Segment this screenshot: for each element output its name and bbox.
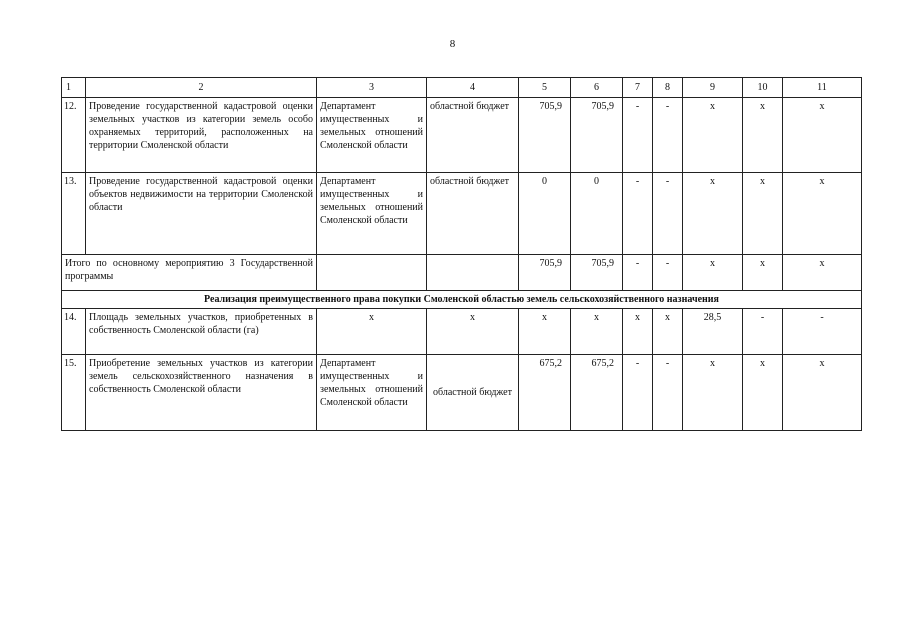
value-cell: x	[623, 309, 653, 355]
value-cell: x	[783, 173, 862, 255]
total-value: x	[743, 255, 783, 291]
value-cell: -	[743, 309, 783, 355]
row-number: 13.	[62, 173, 86, 255]
value-cell: x	[317, 309, 427, 355]
value-cell: 675,2	[519, 355, 571, 431]
empty-cell	[427, 255, 519, 291]
empty-cell	[317, 255, 427, 291]
funding-source-cell: областной бюджет	[427, 355, 519, 431]
value-cell: -	[623, 173, 653, 255]
total-value: x	[683, 255, 743, 291]
value-cell: 0	[571, 173, 623, 255]
value-cell: x	[653, 309, 683, 355]
activity-name: Приобретение земельных участков из категории земель сельскохозяйственного назначения в собственность Смоленской области	[86, 355, 317, 431]
value-cell: x	[519, 309, 571, 355]
column-number-row	[62, 78, 862, 98]
row-number: 12.	[62, 98, 86, 173]
header-cell: 9	[683, 78, 743, 98]
value-cell: x	[427, 309, 519, 355]
funding-source-cell: областной бюджет	[427, 98, 519, 173]
value-cell: 675,2	[571, 355, 623, 431]
value-cell: 0	[519, 173, 571, 255]
total-label: Итого по основному мероприятию 3 Государственной программы	[62, 255, 317, 291]
activity-name: Проведение государственной кадастровой оценки объектов недвижимости на территории Смоленской области	[86, 173, 317, 255]
value-cell: x	[683, 355, 743, 431]
activity-name: Проведение государственной кадастровой оценки земельных участков из категории земель особо охраняемых территорий, расположенных на территории Смоленской области	[86, 98, 317, 173]
table-row	[62, 355, 862, 431]
value-cell: -	[783, 309, 862, 355]
row-number: 15.	[62, 355, 86, 431]
total-row	[62, 255, 862, 291]
section-title: Реализация преимущественного права покупки Смоленской областью земель сельскохозяйственного назначения	[62, 291, 862, 309]
value-cell: x	[571, 309, 623, 355]
table-row	[62, 173, 862, 255]
header-cell: 11	[783, 78, 862, 98]
total-value: x	[783, 255, 862, 291]
value-cell: -	[653, 98, 683, 173]
header-cell: 10	[743, 78, 783, 98]
header-cell: 2	[86, 78, 317, 98]
section-row	[62, 291, 862, 309]
value-cell: 705,9	[519, 98, 571, 173]
program-table	[61, 77, 862, 431]
value-cell: 705,9	[571, 98, 623, 173]
header-cell: 5	[519, 78, 571, 98]
executor-cell: Департамент имущественных и земельных отношений Смоленской области	[317, 173, 427, 255]
value-cell: x	[743, 173, 783, 255]
total-value: -	[623, 255, 653, 291]
header-cell: 6	[571, 78, 623, 98]
header-cell: 7	[623, 78, 653, 98]
value-cell: x	[783, 98, 862, 173]
funding-source-cell: областной бюджет	[427, 173, 519, 255]
value-cell: x	[683, 98, 743, 173]
total-value: 705,9	[519, 255, 571, 291]
value-cell: -	[623, 355, 653, 431]
value-cell: x	[743, 98, 783, 173]
value-cell: -	[653, 173, 683, 255]
header-cell: 3	[317, 78, 427, 98]
total-value: 705,9	[571, 255, 623, 291]
executor-cell: Департамент имущественных и земельных отношений Смоленской области	[317, 98, 427, 173]
activity-name: Площадь земельных участков, приобретенных в собственность Смоленской области (га)	[86, 309, 317, 355]
total-value: -	[653, 255, 683, 291]
header-cell: 8	[653, 78, 683, 98]
header-cell: 1	[62, 78, 86, 98]
value-cell: x	[783, 355, 862, 431]
value-cell: -	[623, 98, 653, 173]
value-cell: x	[683, 173, 743, 255]
executor-cell: Департамент имущественных и земельных отношений Смоленской области	[317, 355, 427, 431]
page-number: 8	[449, 38, 456, 50]
value-cell: 28,5	[683, 309, 743, 355]
header-cell: 4	[427, 78, 519, 98]
table-row	[62, 98, 862, 173]
value-cell: -	[653, 355, 683, 431]
table-row	[62, 309, 862, 355]
value-cell: x	[743, 355, 783, 431]
row-number: 14.	[62, 309, 86, 355]
